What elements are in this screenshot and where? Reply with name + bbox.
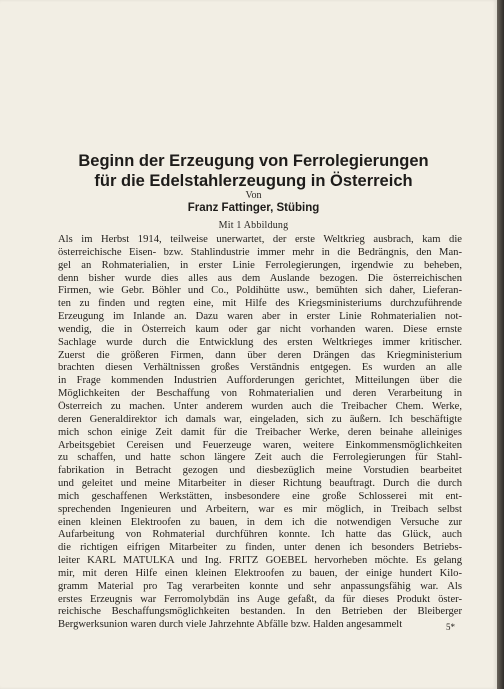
page-number: 5*	[446, 622, 455, 632]
body-line: reichische Beschaffungsmöglichkeiten bestanden. In den Betrieben der Bleiberger	[58, 606, 462, 618]
body-line: österreichische Eisen- bzw. Stahlindustrie immer mehr in die Bedrängnis, den Man-	[58, 246, 462, 258]
body-line: brachten diesen Verhältnissen großes Verständnis entgegen. Es wurden an alle	[58, 362, 462, 374]
body-line: erstes Erzeugnis war Ferromolybdän ins Auge gefaßt, da für dieses Produkt öster-	[58, 593, 462, 605]
book-spine-shadow	[497, 0, 504, 689]
body-line: Arbeitsgebiet Cereisen und Feuerzeuge waren, weitere Einkommensmöglichkeiten	[58, 439, 462, 451]
body-line: denn bisher wurde dies alles aus dem Auslande bezogen. Die österreichischen	[58, 272, 462, 284]
body-line: wendig, die in Österreich kaum oder gar nicht vorhanden waren. Diese ernste	[58, 323, 462, 335]
body-line: zu schaffen, und hatte schon längere Zeit auch die Ferrolegierungen für Stahl-	[58, 452, 462, 464]
byline-von: Von	[245, 190, 262, 201]
body-line: leiter KARL MATULKA und Ing. FRITZ GOEBEL hervorheben möchte. Es gelang	[58, 555, 462, 567]
body-line: sprechenden Ingenieuren und Arbeitern, war es mir möglich, in Treibach selbst	[58, 503, 462, 515]
body-line: in Frage kommenden Industrien Aufforderungen gerichtet, Mitteilungen über die	[58, 375, 462, 387]
body-line: einen kleinen Elektroofen zu bauen, in dem ich die notwendigen Versuche zur	[58, 516, 462, 528]
body-line: die richtigen eifrigen Mitarbeiter zu finden, unter denen ich besonders Betriebs-	[58, 542, 462, 554]
body-line: Österreich zu machen. Unter anderem wurden auch die Treibacher Chem. Werke,	[58, 400, 462, 412]
body-line: gel an Rohmaterialien, in erster Linie Ferrolegierungen, irgendwie zu beheben,	[58, 259, 462, 271]
body-line: Firmen, wie Gebr. Böhler und Co., Poldihütte usw., bemühten sich daher, Lieferan-	[58, 285, 462, 297]
body-line: mich geschaffenen Werkstätten, insbesondere eine große Schlosserei mit ent-	[58, 490, 462, 502]
author-name: Franz Fattinger, Stübing	[187, 202, 320, 214]
body-line: Als im Herbst 1914, teilweise unerwartet, der erste Weltkrieg ausbrach, kam die	[58, 234, 462, 245]
body-line: mich schon einige Zeit damit für die Treibacher Werke, deren beinahe alleiniges	[58, 426, 462, 438]
body-line: Bergwerksunion waren durch viele Jahrzehnte Abfälle bzw. Halden angesammelt	[58, 619, 403, 631]
body-line: deren Generaldirektor ich damals war, eingeladen, sich zu äußern. Ich beschäftigte	[58, 413, 462, 425]
body-line: gramm Material pro Tag verarbeiten konnte und sehr anpassungsfähig war. Als	[58, 580, 462, 592]
figure-count-note: Mit 1 Abbildung	[218, 220, 289, 231]
article-title-line-1: Beginn der Erzeugung von Ferrolegierungen	[78, 152, 429, 170]
body-line: Sachlage wurde durch die Entwicklung des ersten Weltkrieges immer kritischer.	[58, 336, 462, 348]
body-line: Aufarbeitung von Rohmaterial durchführen konnte. Ich hatte das Glück, auch	[58, 529, 462, 541]
body-line: fabrikation in Betracht gezogen und diesbezüglich meine Vorstudien bearbeitet	[58, 465, 462, 477]
body-line: Möglichkeiten der Beschaffung von Rohmaterialien und deren Verarbeitung in	[58, 388, 462, 400]
body-line: ten zu finden und regten eine, mit Hilfe des Kriegsministeriums durchzuführende	[58, 298, 462, 310]
body-line: und geleitet und meine Mitarbeiter in dieser Richtung beauftragt. Durch die durch	[58, 478, 462, 490]
body-line: Erzeugung im Inlande an. Dazu waren aber in erster Linie Rohmaterialien not-	[58, 311, 462, 323]
article-title-line-2: für die Edelstahlerzeugung in Österreich	[94, 172, 413, 190]
body-line: mir, mit deren Hilfe einen kleinen Elektroofen zu bauen, der einige hundert Kilo-	[58, 567, 462, 579]
body-line: Zuerst die größeren Firmen, dann über deren Drängen das Kriegministerium	[58, 349, 462, 361]
article-body	[58, 234, 462, 632]
